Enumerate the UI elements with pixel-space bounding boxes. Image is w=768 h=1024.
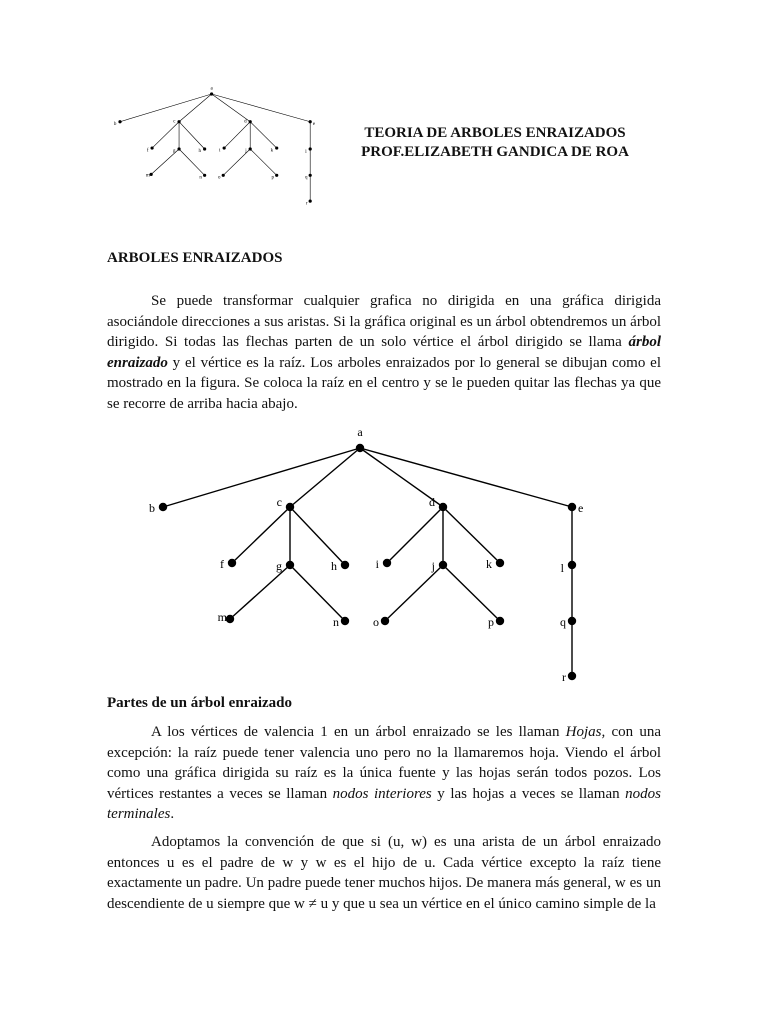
paragraph-1: [107, 291, 661, 414]
para2-term-nodos-interiores: nodos interiores: [332, 785, 432, 802]
node-b: [159, 503, 167, 511]
thumb-label-g: g: [172, 149, 176, 155]
node-d: [439, 503, 447, 511]
thumb-edge-c-f: [152, 122, 179, 148]
edge-a-b: [163, 448, 360, 507]
thumb-label-k: k: [270, 148, 274, 154]
node-l: [568, 561, 576, 569]
edge-c-h: [290, 507, 345, 565]
node-g: [286, 561, 294, 569]
thumbnail-tree-diagram: [100, 82, 340, 222]
para2-text-3: y las hojas a veces se llaman: [431, 785, 626, 802]
thumb-label-c: c: [173, 119, 176, 125]
thumb-node-f: [150, 146, 153, 149]
thumb-node-o: [222, 174, 225, 177]
thumb-label-m: m: [145, 173, 150, 179]
label-k: k: [486, 557, 492, 571]
thumb-label-r: r: [305, 201, 308, 207]
thumb-node-k: [275, 146, 278, 149]
label-n: n: [333, 615, 339, 629]
edge-a-e: [360, 448, 572, 507]
label-b: b: [149, 501, 155, 515]
node-c: [286, 503, 294, 511]
thumb-label-d: d: [244, 119, 247, 125]
thumb-edge-d-k: [250, 122, 277, 148]
node-a: [356, 444, 364, 452]
label-r: r: [562, 670, 566, 684]
label-j: j: [431, 559, 435, 573]
thumb-label-q: q: [304, 175, 308, 181]
node-m: [226, 615, 234, 623]
para2-term-hojas: Hojas,: [565, 724, 606, 740]
thumb-node-q: [309, 174, 312, 177]
thumb-node-j: [249, 147, 252, 150]
node-e: [568, 503, 576, 511]
rooted-tree-diagram: [100, 420, 700, 695]
thumb-edge-a-b: [120, 94, 212, 125]
thumb-node-g: [177, 147, 180, 150]
thumb-node-c: [177, 120, 180, 123]
thumb-label-n: n: [199, 175, 202, 181]
thumb-label-l: l: [305, 150, 307, 156]
para2-text-1: A los vértices de valencia 1 en un árbol enraizado se les llaman: [151, 724, 566, 740]
thumb-label-j: j: [245, 149, 247, 155]
thumb-label-i: i: [219, 148, 221, 154]
para2-text-2: con una excepción: la raíz puede tener valencia uno pero no la llamaremos hoja. Viendo el árbol como una gráfica dirigida su raíz es la única fuente y las hojas serán todos pozos. Los vértices restantes a veces se llaman: [107, 724, 661, 802]
node-q: [568, 617, 576, 625]
thumb-edge-c-h: [179, 122, 205, 149]
thumb-node-h: [203, 147, 206, 150]
label-c: c: [276, 495, 282, 509]
node-o: [381, 617, 389, 625]
thumb-node-e: [309, 120, 312, 123]
label-e: e: [578, 501, 584, 515]
label-p: p: [488, 615, 494, 629]
label-d: d: [429, 495, 435, 509]
paragraph-3: [107, 832, 661, 914]
section-heading-arboles: ARBOLES ENRAIZADOS: [107, 250, 283, 266]
label-m: m: [217, 610, 227, 624]
thumb-edge-a-c: [179, 94, 212, 122]
thumb-node-l: [309, 147, 312, 150]
label-f: f: [220, 557, 224, 571]
thumb-label-o: o: [218, 175, 221, 181]
edge-a-c: [290, 448, 360, 507]
label-h: h: [331, 559, 337, 573]
edge-g-n: [290, 565, 345, 621]
thumb-node-b: [118, 120, 121, 123]
thumb-node-a: [210, 92, 213, 95]
thumb-edge-a-d: [212, 94, 251, 125]
thumb-node-d: [249, 120, 252, 123]
thumb-node-m: [150, 173, 153, 176]
thumb-edge-a-e: [212, 94, 311, 125]
thumb-edge-d-i: [224, 122, 250, 148]
para2-text-4: .: [170, 806, 175, 822]
thumb-label-f: f: [146, 148, 149, 154]
node-i: [383, 559, 391, 567]
paragraph-2: [107, 722, 661, 825]
para1-term-arbol-enraizado: árbol enraizado: [107, 334, 661, 371]
thumb-node-p: [275, 174, 278, 177]
node-k: [496, 559, 504, 567]
document-title: [340, 124, 650, 162]
thumb-label-b: b: [113, 121, 117, 127]
thumb-label-e: e: [312, 121, 316, 127]
edge-g-m: [230, 565, 290, 619]
edge-j-o: [385, 565, 443, 621]
edge-d-k: [443, 507, 500, 563]
para1-text-2: y el vértice es la raíz. Los arboles enraizados por lo general se dibujan como el mostrado en la figura. Se coloca la raíz en el centro y se le pueden quitar las flechas ya que se recorre de arriba hacia abajo.: [107, 354, 661, 412]
label-o: o: [373, 615, 379, 629]
label-q: q: [560, 615, 566, 629]
para3-text-1: Adoptamos la convención de que si (u, w) es una arista de un árbol enraizado entonces u es el padre de w y w es el hijo de u. Cada vértice excepto la raíz tiene exactamente un padre. Un padre puede tener muchos hijos. De manera más general, w es un descendiente de u siempre que w ≠ u y que u sea un vértice en el único camino simple de la: [107, 834, 661, 912]
edge-c-f: [232, 507, 290, 563]
title-line-2: PROF.ELIZABETH GANDICA DE ROA: [361, 144, 629, 160]
node-n: [341, 617, 349, 625]
title-line-1: TEORIA DE ARBOLES ENRAIZADOS: [364, 125, 626, 141]
label-i: i: [375, 557, 379, 571]
thumb-node-i: [223, 146, 226, 149]
node-h: [341, 561, 349, 569]
edge-d-i: [387, 507, 443, 563]
label-a: a: [357, 425, 363, 439]
label-g: g: [276, 559, 282, 573]
node-p: [496, 617, 504, 625]
thumb-label-h: h: [198, 149, 202, 155]
thumb-label-p: p: [271, 175, 275, 181]
section-heading-partes: Partes de un árbol enraizado: [107, 695, 292, 711]
para2-term-nodos-terminales: nodos terminales: [107, 785, 661, 822]
node-f: [228, 559, 236, 567]
node-r: [568, 672, 576, 680]
label-l: l: [560, 561, 564, 575]
edge-j-p: [443, 565, 500, 621]
node-j: [439, 561, 447, 569]
thumb-node-r: [309, 200, 312, 203]
para1-text-1: Se puede transformar cualquier grafica no dirigida en una gráfica dirigida asociándole direcciones a sus aristas. Si la gráfica original es un árbol obtendremos un árbol dirigido. Si todas las flechas parten de un solo vértice el árbol dirigido se llama: [107, 293, 661, 350]
thumb-label-a: a: [210, 86, 213, 92]
thumb-node-n: [203, 174, 206, 177]
